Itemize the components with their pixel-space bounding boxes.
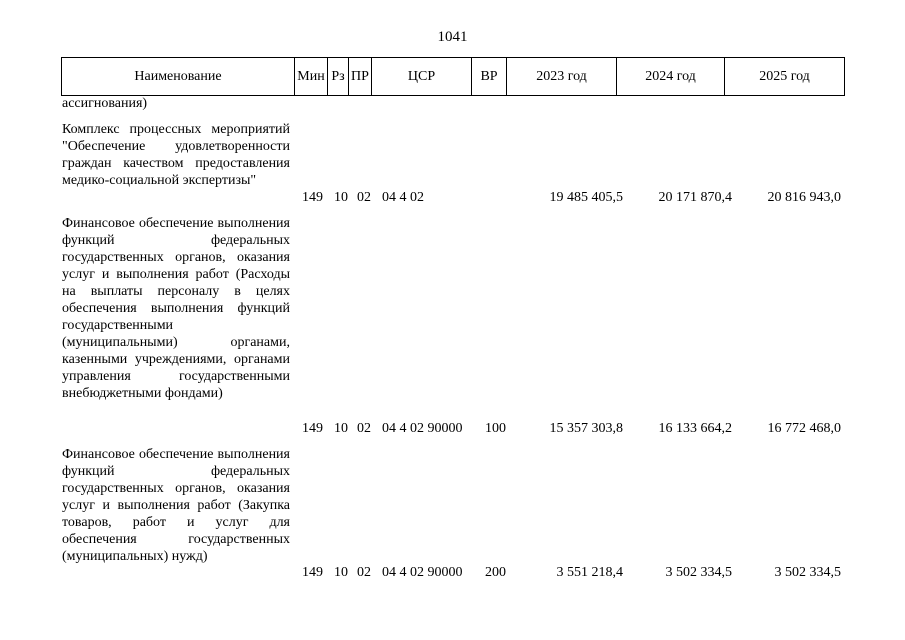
row-rz: 10 [334, 190, 348, 205]
row-vr: 200 [485, 565, 506, 580]
column-header-vr: ВР [472, 58, 507, 96]
column-header-rz: Рз [328, 58, 349, 96]
column-header-name: Наименование [62, 58, 295, 96]
row-min: 149 [302, 190, 323, 205]
column-header-min: Мин [295, 58, 328, 96]
row-name: Финансовое обеспечение выполнения функций федеральных государственных органов, оказания услуг и выполнения работ (Закупка товаров, работ и услуг для обеспечения государственных (муниципальных) нужд) [62, 447, 290, 564]
row-value-2025: 3 502 334,5 [774, 565, 841, 580]
continuation-text: ассигнования) [62, 96, 148, 111]
row-csr: 04 4 02 [382, 190, 424, 205]
column-header-pr: ПР [349, 58, 372, 96]
page-number: 1041 [437, 29, 468, 45]
row-value-2023: 3 551 218,4 [556, 565, 623, 580]
row-csr: 04 4 02 90000 [382, 565, 463, 580]
row-min: 149 [302, 565, 323, 580]
row-value-2025: 16 772 468,0 [767, 421, 841, 436]
row-rz: 10 [334, 421, 348, 436]
row-name: Комплекс процессных мероприятий "Обеспечение удовлетворенности граждан качеством предоставления медико-социальной экспертизы" [62, 122, 290, 188]
row-pr: 02 [357, 565, 371, 580]
row-value-2024: 3 502 334,5 [665, 565, 732, 580]
column-header-2024: 2024 год [617, 58, 725, 96]
row-pr: 02 [357, 190, 371, 205]
row-value-2024: 20 171 870,4 [658, 190, 732, 205]
column-header-2023: 2023 год [507, 58, 617, 96]
row-value-2023: 15 357 303,8 [549, 421, 623, 436]
row-pr: 02 [357, 421, 371, 436]
row-name: Финансовое обеспечение выполнения функций федеральных государственных органов, оказания услуг и выполнения работ (Расходы на выплаты персоналу в целях обеспечения выполнения функций государственными (муниципальными) органами, казенными учреждениями, органами управления государственными внебюджетными фондами) [62, 216, 290, 401]
column-header-2025: 2025 год [725, 58, 845, 96]
row-value-2024: 16 133 664,2 [658, 421, 732, 436]
table-header [61, 57, 845, 96]
column-header-csr: ЦСР [372, 58, 472, 96]
row-value-2023: 19 485 405,5 [549, 190, 623, 205]
row-csr: 04 4 02 90000 [382, 421, 463, 436]
row-rz: 10 [334, 565, 348, 580]
row-vr: 100 [485, 421, 506, 436]
row-min: 149 [302, 421, 323, 436]
row-value-2025: 20 816 943,0 [767, 190, 841, 205]
